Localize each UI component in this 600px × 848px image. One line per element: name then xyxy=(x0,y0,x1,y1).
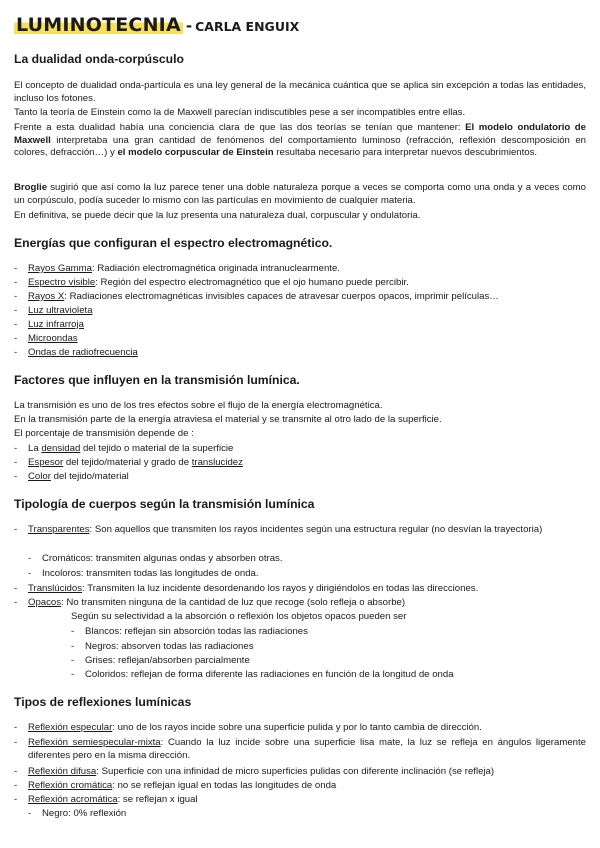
document-title xyxy=(14,12,299,36)
section-heading-factores: Factores que influyen en la transmisión lumínica. xyxy=(14,373,300,387)
term-opacos: Opacos xyxy=(28,597,62,608)
term-ondas-radio: Ondas de radiofrecuencia xyxy=(28,347,138,358)
p3-bold-einstein: el modelo corpuscular de Einstein xyxy=(117,147,274,159)
coloridos-text: Coloridos: reflejan de forma diferente las radiaciones en función de la longitud de onda xyxy=(85,669,454,680)
opacos-rest: : No transmiten ninguna de la cantidad de luz que recoge (solo refleja o absorbe) xyxy=(61,597,406,608)
p3-text-d: resultaba necesario para interpretar nuevos descubrimientos. xyxy=(273,147,538,159)
p4-text: sugirió que así como la luz parece tener una doble naturaleza porque a veces se comporta como una onda y a veces como un corpúsculo, podía suceder lo mismo con las partículas en movimiento de cualquier materia. xyxy=(14,182,586,206)
transparentes-rest: : Son aquellos que transmiten los rayos incidentes según una estructura regular (no desvían la trayectoria) xyxy=(89,524,543,535)
opacos-seleccion-line: Según su selectividad a la absorción o reflexión los objetos opacos pueden ser xyxy=(71,611,407,622)
paragraph-4 xyxy=(14,182,586,207)
list-item-transparentes: - Transparentes: Son aquellos que transmiten los rayos incidentes según una estructura regular (no desvían la trayectoria) xyxy=(14,524,543,535)
incoloros-text: Incoloros: transmiten todas las longitudes de onda. xyxy=(42,568,259,579)
desc-rayos-gamma: : Radiación electromagnética originada intranuclearmente. xyxy=(91,263,340,274)
blancos-text: Blancos: reflejan sin absorción todas las radiaciones xyxy=(85,626,308,637)
factores-line-1: La transmisión es uno de los tres efectos sobre el flujo de la energía electromagnética. xyxy=(14,400,383,411)
term-reflexion-semiespecular: Reflexión semiespecular-mixta xyxy=(28,737,161,748)
p3-text-c: interpretaba una gran cantidad de fenómenos del comportamiento luminoso (refracción, reflexión descomposición en colores, defracción…) y xyxy=(14,134,586,159)
reflexion-difusa-rest: : Superficie con una infinidad de micro superficies pulidas con diferente inclinación (se refleja) xyxy=(96,766,495,777)
section-heading-reflexiones: Tipos de reflexiones lumínicas xyxy=(14,695,192,709)
reflexion-cromatica-rest: : no se reflejan igual en todas las longitudes de onda xyxy=(112,780,337,791)
term-espectro-visible: Espectro visible xyxy=(28,277,96,288)
title-author: CARLA ENGUIX xyxy=(195,19,300,34)
paragraph-3 xyxy=(14,122,586,160)
paragraph-5: En definitiva, se puede decir que la luz presenta una naturaleza dual, corpuscular y ondulatoria. xyxy=(14,210,421,221)
document-page: LUMINOTECNIA - CARLA ENGUIX La dualidad onda-corpúsculo El concepto de dualidad onda-partícula es una ley general de la mecánica cuántica que se aplica sin excepción a todas las entidades, incluso los fotones. Tanto la teoría de Einstein como la de Maxwell parecían indiscutibles pese a ser incompatibles entre ellas. Frente a esta dualidad había una conciencia clara de que las dos teorías se tenían que mantener: El modelo ondulatorio de Maxwell interpretaba una gran cantidad de fenómenos del comportamiento luminoso (refracción, reflexión descomposición en colores, defracción…) y el modelo corpuscular de Einstein resultaba necesario para interpretar nuevos descubrimientos. Broglie sugirió que así como la luz parece tener una doble naturaleza porque a veces se comporta como una onda y a veces como un corpúsculo, podía suceder lo mismo con las partículas en movimiento de cualquier materia. En definitiva, se puede decir que la luz presenta una naturaleza dual, corpuscular y ondulatoria. Energías que configuran el espectro electromagnético. - Rayos Gamma: Radiación electromagnética originada intranuclearmente. - Espectro visible: Región del espectro electromagnético que el ojo humano puede percibir. - Rayos X: Radiaciones electromagnéticas invisibles capaces de atravesar cuerpos opacos, imprimir películas… - Luz ultravioleta - Luz infrarroja - Microondas - Ondas de radiofrecuencia Factores que influyen en la transmisión lumínica. La transmisión es uno de los tres efectos sobre el flujo de la energía electromagnética. En la transmisión parte de la energía atraviesa el material y se transmite al otro lado de la superficie. El porcentaje de transmisión depende de : - La densidad del tejido o material de la superficie - Espesor del tejido/material y grado de translucidez - Color del tejido/material Tipología de cuerpos según la transmisión lumínica - Transparentes: Son aquellos que transmiten los rayos incidentes según una estructura regular (no desvían la trayectoria) - Cromáticos: transmiten algunas ondas y absorben otras. - Incoloros: transmiten todas las longitudes de onda. - Translúcidos: Transmiten la luz incidente desordenando los rayos y dirigiéndolos en todas las direcciones. - Opacos: No transmiten ninguna de la cantidad de luz que recoge (solo refleja o absorbe) Según su selectividad a la absorción o reflexión los objetos opacos pueden ser - Blancos: reflejan sin absorción todas las radiaciones - Negros: absorven todas las radiaciones - Grises: reflejan/absorben parcialmente - Coloridos: reflejan de forma diferente las radiaciones en función de la longitud de onda Tipos de reflexiones lumínicas - Reflexión especular: uno de los rayos incide sobre una superficie pulida y por lo tanto cambia de dirección. - Reflexión semiespecular-mixta: Cuando la luz incide sobre una superficie lisa mate, la luz se refleja en ángulos ligeramente diferentes pero en la misma dirección. - Reflexión difusa: Superficie con una infinidad de micro superficies pulidas con diferente inclinación (se refleja) - Reflexión cromática: no se reflejan igual en todas las longitudes de onda - Reflexión acromática: se reflejan x igual - Negro: 0% reflexión xyxy=(14,14,586,819)
paragraph-2: Tanto la teoría de Einstein como la de Maxwell parecían indiscutibles pese a ser incompatibles entre ellas. xyxy=(14,107,466,118)
term-densidad: densidad xyxy=(41,443,81,454)
term-transparentes: Transparentes xyxy=(28,524,90,535)
densidad-pre: La xyxy=(28,443,42,454)
title-main: LUMINOTECNIA xyxy=(16,14,181,36)
term-microondas: Microondas xyxy=(28,333,78,344)
term-color: Color xyxy=(28,471,51,482)
reflexion-especular-rest: : uno de los rayos incide sobre una superficie pulida y por lo tanto cambia de dirección. xyxy=(112,722,482,733)
title-separator: - xyxy=(185,17,193,35)
negro-reflexion-text: Negro: 0% reflexión xyxy=(42,808,127,819)
term-reflexion-acromatica: Reflexión acromática xyxy=(28,794,118,805)
p4-bold-broglie: Broglie xyxy=(14,182,48,193)
color-rest: del tejido/material xyxy=(50,471,129,482)
term-translucidos: Translúcidos xyxy=(28,583,83,594)
p3-bold-maxwell: El modelo ondulatorio de Maxwell xyxy=(14,122,586,146)
term-espesor: Espesor xyxy=(28,457,64,468)
desc-rayos-x: : Radiaciones electromagnéticas invisibles capaces de atravesar cuerpos opacos, imprimir películas… xyxy=(64,291,499,302)
p3-text-a: Frente a esta dualidad había una conciencia clara de que las dos teorías se tenían que mantener: xyxy=(14,122,466,133)
section-heading-energias: Energías que configuran el espectro electromagnético. xyxy=(14,236,333,250)
reflexion-acromatica-rest: : se reflejan x igual xyxy=(117,794,198,805)
term-rayos-gamma: Rayos Gamma xyxy=(28,263,92,274)
term-reflexion-cromatica: Reflexión cromática xyxy=(28,780,113,791)
translucidos-rest: : Transmiten la luz incidente desordenando los rayos y dirigiéndolos en todas las direcciones. xyxy=(82,583,479,594)
section-heading-dualidad: La dualidad onda-corpúsculo xyxy=(14,52,184,66)
term-luz-ultravioleta: Luz ultravioleta xyxy=(28,305,93,316)
espesor-mid: del tejido/material y grado de xyxy=(63,457,192,468)
densidad-rest: del tejido o material de la superficie xyxy=(80,443,234,454)
paragraph-1: El concepto de dualidad onda-partícula es una ley general de la mecánica cuántica que se aplica sin excepción a todas las entidades, incluso los fotones. xyxy=(14,80,586,104)
cromaticos-text: Cromáticos: transmiten algunas ondas y absorben otras. xyxy=(42,553,283,564)
negros-text: Negros: absorven todas las radiaciones xyxy=(85,641,254,652)
term-reflexion-difusa: Reflexión difusa xyxy=(28,766,97,777)
term-rayos-x: Rayos X xyxy=(28,291,65,302)
reflexion-semiespecular-rest: : Cuando la luz incide sobre una superficie lisa mate, la luz se refleja en ángulos ligeramente diferentes pero en la misma dirección. xyxy=(28,737,586,761)
term-reflexion-especular: Reflexión especular xyxy=(28,722,113,733)
factores-line-3: El porcentaje de transmisión depende de : xyxy=(14,428,194,439)
term-luz-infrarroja: Luz infrarroja xyxy=(28,319,84,330)
term-translucidez: translucidez xyxy=(191,457,243,468)
section-heading-tipologia: Tipología de cuerpos según la transmisión lumínica xyxy=(14,497,315,511)
list-item-reflexion-semiespecular: - Reflexión semiespecular-mixta: Cuando la luz incide sobre una superficie lisa mate, la luz se refleja en ángulos ligeramente diferentes pero en la misma dirección. xyxy=(14,737,586,761)
grises-text: Grises: reflejan/absorben parcialmente xyxy=(85,655,250,666)
factores-line-2: En la transmisión parte de la energía atraviesa el material y se transmite al otro lado de la superficie. xyxy=(14,414,442,425)
desc-espectro-visible: : Región del espectro electromagnético que el ojo humano puede percibir. xyxy=(95,277,409,288)
